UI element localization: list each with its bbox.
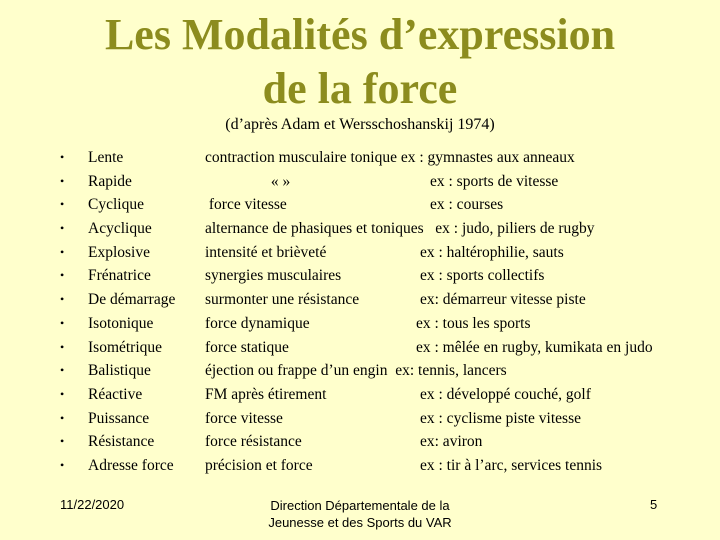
modality-description: force statique bbox=[205, 338, 289, 356]
footer-org-line-1: Direction Départementale de la bbox=[270, 498, 450, 513]
bullet-icon: • bbox=[60, 268, 65, 283]
modality-description: précision et force bbox=[205, 456, 313, 474]
bullet-icon: • bbox=[60, 173, 65, 188]
modality-example: ex: aviron bbox=[420, 433, 483, 451]
list-item bbox=[0, 264, 720, 288]
modality-description: force vitesse bbox=[205, 409, 283, 427]
list-item bbox=[0, 359, 720, 383]
footer-org-line-2: Jeunesse et des Sports du VAR bbox=[268, 515, 452, 530]
list-item bbox=[0, 217, 720, 241]
list-item bbox=[0, 407, 720, 431]
modality-name: Lente bbox=[88, 149, 124, 166]
modality-example: ex : haltérophilie, sauts bbox=[420, 243, 564, 261]
modality-name: Rapide bbox=[88, 172, 132, 190]
bullet-icon: • bbox=[60, 221, 65, 236]
modality-example: ex : courses bbox=[430, 196, 504, 214]
bullet-icon: • bbox=[60, 410, 65, 425]
title-line-2: de la force bbox=[262, 64, 458, 113]
footer-date: 11/22/2020 bbox=[60, 497, 125, 512]
bullet-icon: • bbox=[60, 244, 65, 259]
modality-name: Balistique bbox=[88, 362, 151, 380]
slide-title bbox=[0, 8, 720, 116]
page-number: 5 bbox=[650, 497, 658, 512]
modality-example: ex : cyclisme piste vitesse bbox=[420, 409, 581, 427]
list-item bbox=[0, 312, 720, 336]
modality-name: Cyclique bbox=[88, 196, 144, 214]
modality-description: contraction musculaire tonique ex : gymnastes aux anneaux bbox=[205, 149, 575, 166]
bullet-icon: • bbox=[60, 386, 65, 401]
bullet-icon: • bbox=[60, 457, 65, 472]
list-item bbox=[0, 288, 720, 312]
modality-name: De démarrage bbox=[88, 291, 176, 309]
modality-name: Adresse force bbox=[88, 456, 174, 474]
modality-example: ex : sports collectifs bbox=[420, 267, 545, 285]
modality-description: éjection ou frappe d’un engin ex: tennis, lancers bbox=[205, 362, 507, 380]
modality-description: force vitesse bbox=[205, 196, 287, 214]
modality-example: ex : sports de vitesse bbox=[430, 172, 559, 190]
modality-description: intensité et brièveté bbox=[205, 243, 327, 261]
modality-name: Explosive bbox=[88, 243, 150, 261]
modality-name: Résistance bbox=[88, 433, 155, 451]
list-item bbox=[0, 336, 720, 360]
bullet-icon: • bbox=[60, 315, 65, 330]
modality-example: ex : développé couché, golf bbox=[420, 385, 591, 403]
modality-name: Réactive bbox=[88, 385, 143, 403]
list-item bbox=[0, 170, 720, 194]
list-item bbox=[0, 454, 720, 478]
list-item bbox=[0, 146, 720, 170]
footer-organization bbox=[250, 497, 470, 531]
bullet-icon: • bbox=[60, 197, 65, 212]
modality-description: « » bbox=[205, 172, 291, 190]
list-item bbox=[0, 383, 720, 407]
modality-example: ex: démarreur vitesse piste bbox=[420, 291, 586, 309]
modality-description: FM après étirement bbox=[205, 385, 327, 403]
bullet-icon: • bbox=[60, 434, 65, 449]
subtitle: (d’après Adam et Wersschoshanskij 1974) bbox=[225, 116, 495, 133]
modality-name: Isométrique bbox=[88, 338, 163, 356]
list-item bbox=[0, 430, 720, 454]
modalities-list bbox=[0, 146, 720, 478]
modality-name: Puissance bbox=[88, 409, 150, 427]
bullet-icon: • bbox=[60, 150, 65, 164]
modality-name: Acyclique bbox=[88, 220, 152, 238]
list-item bbox=[0, 241, 720, 265]
title-line-1: Les Modalités d’expression bbox=[104, 10, 616, 59]
modality-description: force résistance bbox=[205, 433, 302, 451]
modality-example: ex : tous les sports bbox=[416, 314, 531, 332]
modality-example: ex : mêlée en rugby, kumikata en judo bbox=[416, 338, 653, 356]
modality-description: synergies musculaires bbox=[205, 267, 342, 285]
modality-example: ex : tir à l’arc, services tennis bbox=[420, 456, 603, 474]
modality-description: alternance de phasiques et toniques ex : judo, piliers de rugby bbox=[205, 220, 595, 238]
bullet-icon: • bbox=[60, 363, 65, 378]
list-item bbox=[0, 193, 720, 217]
modality-description: surmonter une résistance bbox=[205, 291, 360, 309]
bullet-icon: • bbox=[60, 292, 65, 307]
modality-name: Frénatrice bbox=[88, 267, 151, 285]
modality-name: Isotonique bbox=[88, 314, 154, 332]
bullet-icon: • bbox=[60, 339, 65, 354]
modality-description: force dynamique bbox=[205, 314, 310, 332]
